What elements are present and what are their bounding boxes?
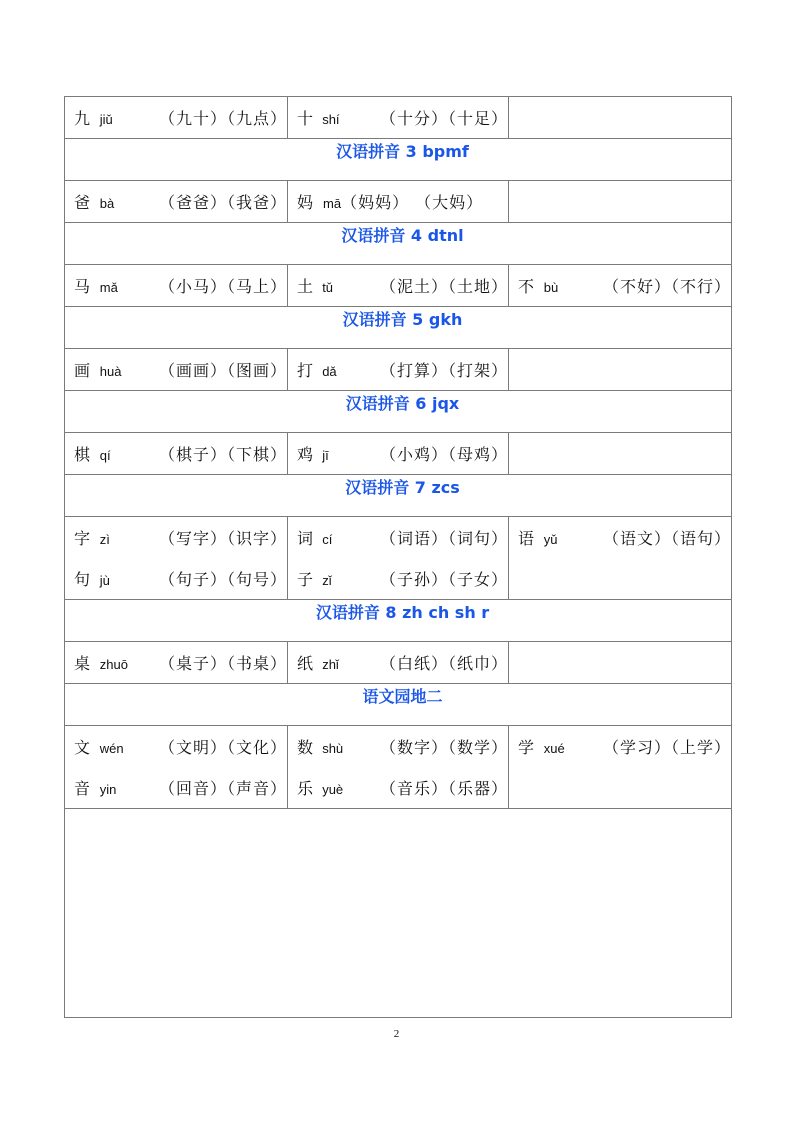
example-words: （白纸）（纸巾） <box>379 654 508 673</box>
table-row <box>65 181 732 223</box>
pinyin: xué <box>543 741 565 756</box>
character: 字 <box>74 529 91 548</box>
table-cell <box>509 642 732 684</box>
table-cell <box>65 642 288 684</box>
vocab-entry <box>297 97 508 138</box>
table-cell <box>288 97 509 139</box>
character: 画 <box>74 361 91 380</box>
table-cell <box>509 433 732 475</box>
section-title: 汉语拼音 3 bpmf <box>65 139 732 181</box>
vocab-entry <box>297 265 508 306</box>
example-words: （棋子）（下棋） <box>158 445 287 464</box>
vocab-entry <box>297 181 508 222</box>
pinyin: zhǐ <box>322 657 339 672</box>
blank-cell <box>65 809 732 1018</box>
vocab-entry <box>297 349 508 390</box>
pinyin: shù <box>322 741 344 756</box>
character: 鸡 <box>297 445 314 464</box>
character: 数 <box>297 738 314 757</box>
table-cell <box>65 726 288 809</box>
vocab-entry <box>297 558 508 599</box>
character: 妈 <box>297 193 314 212</box>
pinyin: bà <box>99 196 115 211</box>
blank-row <box>65 809 732 1018</box>
table-cell <box>509 265 732 307</box>
vocab-entry <box>74 517 287 558</box>
section-title: 汉语拼音 6 jqx <box>65 391 732 433</box>
vocab-entry <box>74 97 287 138</box>
table-row <box>65 97 732 139</box>
table-cell <box>509 97 732 139</box>
example-words: （写字）（识字） <box>158 529 287 548</box>
table-row <box>65 517 732 600</box>
vocab-entry <box>297 433 508 474</box>
example-words: （画画）（图画） <box>158 361 287 380</box>
vocab-entry <box>74 558 287 599</box>
section-title: 汉语拼音 7 zcs <box>65 475 732 517</box>
character: 学 <box>518 738 535 757</box>
example-words: （泥土）（土地） <box>379 277 508 296</box>
character: 文 <box>74 738 91 757</box>
pinyin: zì <box>99 532 110 547</box>
pinyin: jī <box>322 448 329 463</box>
table-cell <box>65 433 288 475</box>
section-header-row <box>65 139 732 181</box>
section-header-row <box>65 600 732 642</box>
vocab-entry <box>297 726 508 767</box>
example-words: （十分）（十足） <box>379 109 508 128</box>
character: 语 <box>518 529 535 548</box>
table-cell <box>65 181 288 223</box>
example-words: （妈妈） （大妈） <box>341 193 484 212</box>
section-title: 汉语拼音 4 dtnl <box>65 223 732 265</box>
example-words: （小鸡）（母鸡） <box>379 445 508 464</box>
vocab-entry <box>74 349 287 390</box>
example-words: （音乐）（乐器） <box>379 779 508 798</box>
table-row <box>65 726 732 809</box>
character: 爸 <box>74 193 91 212</box>
example-words: （学习）（上学） <box>602 738 731 757</box>
character: 不 <box>518 277 535 296</box>
pinyin: mǎ <box>99 280 118 295</box>
example-words: （文明）（文化） <box>158 738 287 757</box>
table-row <box>65 349 732 391</box>
vocab-entry <box>74 726 287 767</box>
pinyin: shí <box>322 112 340 127</box>
section-header-row <box>65 307 732 349</box>
section-title: 汉语拼音 8 zh ch sh r <box>65 600 732 642</box>
pinyin: tǔ <box>322 280 334 295</box>
pinyin: bù <box>543 280 559 295</box>
table-cell <box>288 349 509 391</box>
pinyin: qí <box>99 448 111 463</box>
table-cell <box>288 517 509 600</box>
example-words: （九十）（九点） <box>158 109 287 128</box>
character: 棋 <box>74 445 91 464</box>
table-cell <box>65 265 288 307</box>
pinyin: cí <box>322 532 333 547</box>
pinyin: jiǔ <box>99 112 113 127</box>
vocab-entry <box>74 433 287 474</box>
table-cell <box>65 517 288 600</box>
table-cell <box>509 726 732 809</box>
character: 马 <box>74 277 91 296</box>
character: 打 <box>297 361 314 380</box>
vocab-entry <box>518 517 731 558</box>
vocab-entry <box>297 767 508 808</box>
example-words: （子孙）（子女） <box>379 570 508 589</box>
table-cell <box>288 181 509 223</box>
character: 十 <box>297 109 314 128</box>
pinyin: yǔ <box>543 532 558 547</box>
section-header-row <box>65 223 732 265</box>
section-title: 语文园地二 <box>65 684 732 726</box>
section-header-row <box>65 391 732 433</box>
section-header-row <box>65 684 732 726</box>
vocab-entry <box>74 642 287 683</box>
example-words: （桌子）（书桌） <box>158 654 287 673</box>
vocab-entry <box>74 181 287 222</box>
vocab-entry <box>74 767 287 808</box>
page-number: 2 <box>393 1028 400 1040</box>
example-words: （语文）（语句） <box>602 529 731 548</box>
pinyin: zhuō <box>99 657 128 672</box>
example-words: （数字）（数学） <box>379 738 508 757</box>
example-words: （词语）（词句） <box>379 529 508 548</box>
pinyin: yin <box>99 782 117 797</box>
table-cell <box>509 517 732 600</box>
example-words: （回音）（声音） <box>158 779 287 798</box>
pinyin: dǎ <box>322 364 337 379</box>
vocab-entry <box>518 265 731 306</box>
pinyin: wén <box>99 741 124 756</box>
table-cell <box>509 349 732 391</box>
pinyin: yuè <box>322 782 344 797</box>
example-words: （小马）（马上） <box>158 277 287 296</box>
vocab-entry <box>297 642 508 683</box>
table-cell <box>288 726 509 809</box>
table-cell <box>65 97 288 139</box>
vocab-entry <box>297 517 508 558</box>
character: 土 <box>297 277 314 296</box>
table-row <box>65 433 732 475</box>
example-words: （不好）（不行） <box>602 277 731 296</box>
table-row <box>65 265 732 307</box>
character: 句 <box>74 570 91 589</box>
table-cell <box>288 433 509 475</box>
section-title: 汉语拼音 5 gkh <box>65 307 732 349</box>
table-cell <box>288 642 509 684</box>
table-cell <box>288 265 509 307</box>
character: 音 <box>74 779 91 798</box>
example-words: （打算）（打架） <box>379 361 508 380</box>
section-header-row <box>65 475 732 517</box>
pinyin: mā <box>323 196 342 211</box>
pinyin: huà <box>99 364 122 379</box>
table-cell <box>65 349 288 391</box>
character: 乐 <box>297 779 314 798</box>
table-cell <box>509 181 732 223</box>
character: 九 <box>74 109 91 128</box>
vocabulary-table <box>64 96 732 1018</box>
pinyin: zǐ <box>322 573 332 588</box>
character: 子 <box>297 570 314 589</box>
example-words: （句子）（句号） <box>158 570 287 589</box>
table-row <box>65 642 732 684</box>
pinyin: jù <box>99 573 110 588</box>
vocab-entry <box>74 265 287 306</box>
example-words: （爸爸）（我爸） <box>158 193 287 212</box>
character: 桌 <box>74 654 91 673</box>
character: 纸 <box>297 654 314 673</box>
vocab-entry <box>518 726 731 767</box>
character: 词 <box>297 529 314 548</box>
